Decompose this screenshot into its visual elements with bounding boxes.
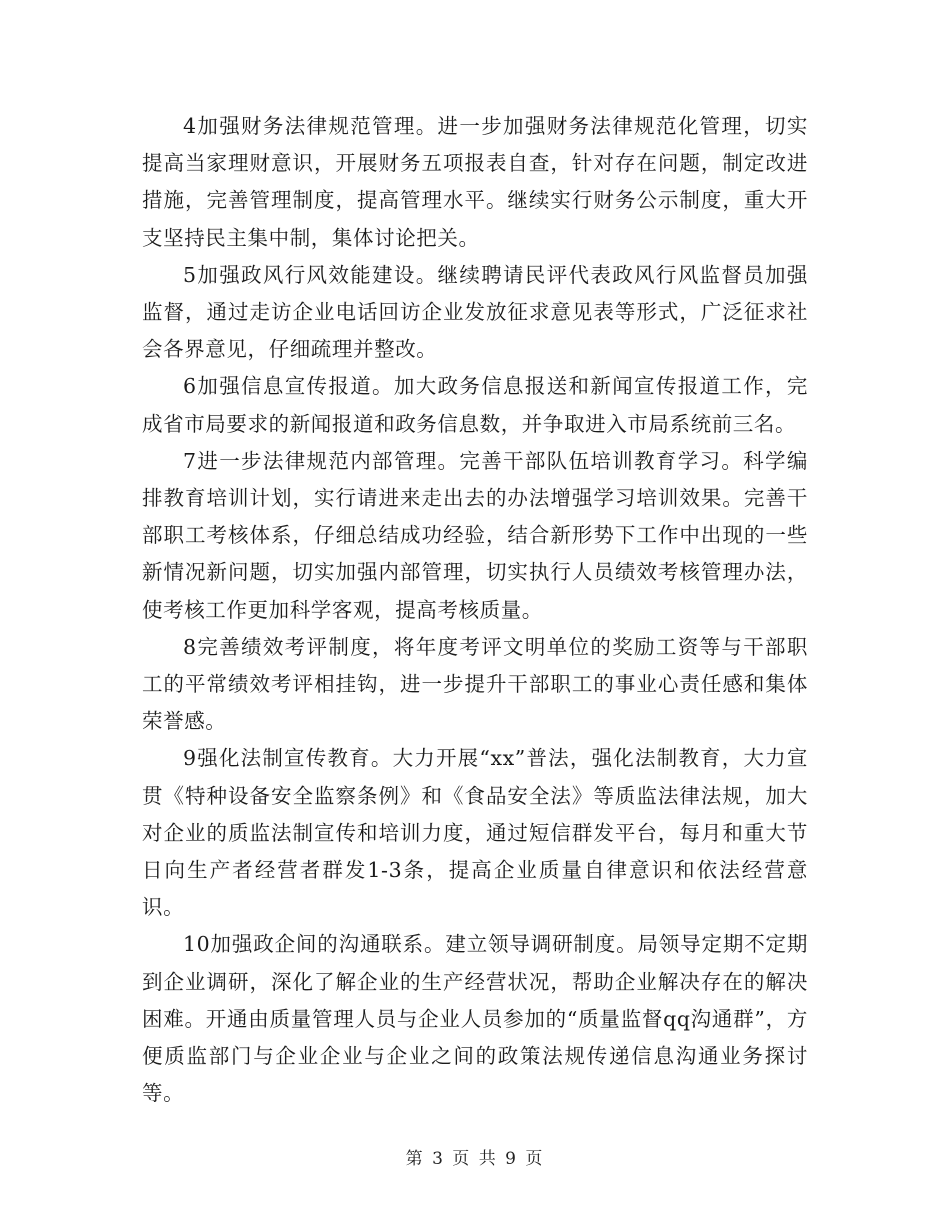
paragraph-item-6: 6加强信息宣传报道。加大政务信息报送和新闻宣传报道工作，完成省市局要求的新闻报道和政务信息数，并争取进入市局系统前三名。 xyxy=(142,374,808,436)
paragraph-item-9: 9强化法制宣传教育。大力开展“xx”普法，强化法制教育，大力宣贯《特种设备安全监察条例》和《食品安全法》等质监法律法规，加大对企业的质监法制宣传和培训力度，通过短信群发平台，每月和重大节日向生产者经营者群发1-3条，提高企业质量自律意识和依法经营意识。 xyxy=(142,746,808,920)
page-number-footer: 第 3 页 共 9 页 xyxy=(405,1149,545,1169)
paragraph-item-10: 10加强政企间的沟通联系。建立领导调研制度。局领导定期不定期到企业调研，深化了解企业的生产经营状况，帮助企业解决存在的解决困难。开通由质量管理人员与企业人员参加的“质量监督qq沟通群”，方便质监部门与企业企业与企业之间的政策法规传递信息沟通业务探讨等。 xyxy=(142,932,808,1106)
paragraph-item-7: 7进一步法律规范内部管理。完善干部队伍培训教育学习。科学编排教育培训计划，实行请进来走出去的办法增强学习培训效果。完善干部职工考核体系，仔细总结成功经验，结合新形势下工作中出现的一些新情况新问题，切实加强内部管理，切实执行人员绩效考核管理办法，使考核工作更加科学客观，提高考核质量。 xyxy=(142,448,808,622)
paragraph-item-5: 5加强政风行风效能建设。继续聘请民评代表政风行风监督员加强监督，通过走访企业电话回访企业发放征求意见表等形式，广泛征求社会各界意见，仔细疏理并整改。 xyxy=(142,262,808,362)
paragraph-item-4: 4加强财务法律规范管理。进一步加强财务法律规范化管理，切实提高当家理财意识，开展财务五项报表自查，针对存在问题，制定改进措施，完善管理制度，提高管理水平。继续实行财务公示制度，重大开支坚持民主集中制，集体讨论把关。 xyxy=(142,114,808,250)
document-body xyxy=(142,108,808,1112)
paragraph-item-8: 8完善绩效考评制度，将年度考评文明单位的奖励工资等与干部职工的平常绩效考评相挂钩，进一步提升干部职工的事业心责任感和集体荣誉感。 xyxy=(142,634,808,734)
